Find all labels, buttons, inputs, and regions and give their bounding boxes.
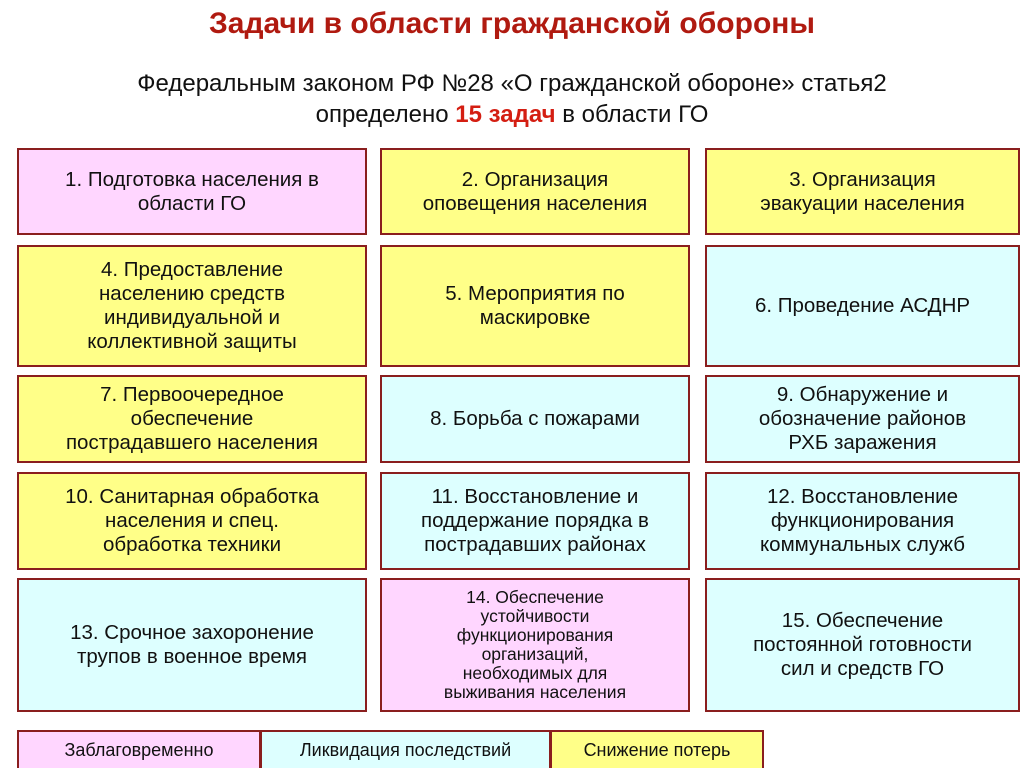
legend-item-reduction: Снижение потерь <box>550 730 764 768</box>
task-box-5: 5. Мероприятия по маскировке <box>380 245 690 367</box>
task-box-2: 2. Организация оповещения населения <box>380 148 690 235</box>
subtitle-line-2 <box>0 99 1024 130</box>
task-box-7: 7. Первоочередное обеспечение пострадавшего населения <box>17 375 367 463</box>
subtitle <box>0 68 1024 130</box>
task-box-13: 13. Срочное захоронение трупов в военное время <box>17 578 367 712</box>
task-box-11: 11. Восстановление и поддержание порядка в пострадавших районах <box>380 472 690 570</box>
subtitle-line-2-pre: определено <box>315 101 456 128</box>
task-box-8: 8. Борьба с пожарами <box>380 375 690 463</box>
task-box-4: 4. Предоставление населению средств индивидуальной и коллективной защиты <box>17 245 367 367</box>
task-box-6: 6. Проведение АСДНР <box>705 245 1020 367</box>
task-box-14: 14. Обеспечение устойчивости функционирования организаций, необходимых для выживания населения <box>380 578 690 712</box>
legend-item-advance: Заблаговременно <box>17 730 261 768</box>
task-box-15: 15. Обеспечение постоянной готовности сил и средств ГО <box>705 578 1020 712</box>
task-count-highlight: 15 задач <box>455 101 556 128</box>
page-title: Задачи в области гражданской обороны <box>208 7 816 40</box>
task-box-1: 1. Подготовка населения в области ГО <box>17 148 367 235</box>
task-box-10: 10. Санитарная обработка населения и спец. обработка техники <box>17 472 367 570</box>
task-box-3: 3. Организация эвакуации населения <box>705 148 1020 235</box>
legend-item-liquidation: Ликвидация последствий <box>260 730 551 768</box>
task-box-12: 12. Восстановление функционирования коммунальных служб <box>705 472 1020 570</box>
subtitle-line-1: Федеральным законом РФ №28 «О гражданской обороне» статья2 <box>137 70 887 97</box>
subtitle-line-2-post: в области ГО <box>555 101 709 128</box>
task-box-9: 9. Обнаружение и обозначение районов РХБ заражения <box>705 375 1020 463</box>
